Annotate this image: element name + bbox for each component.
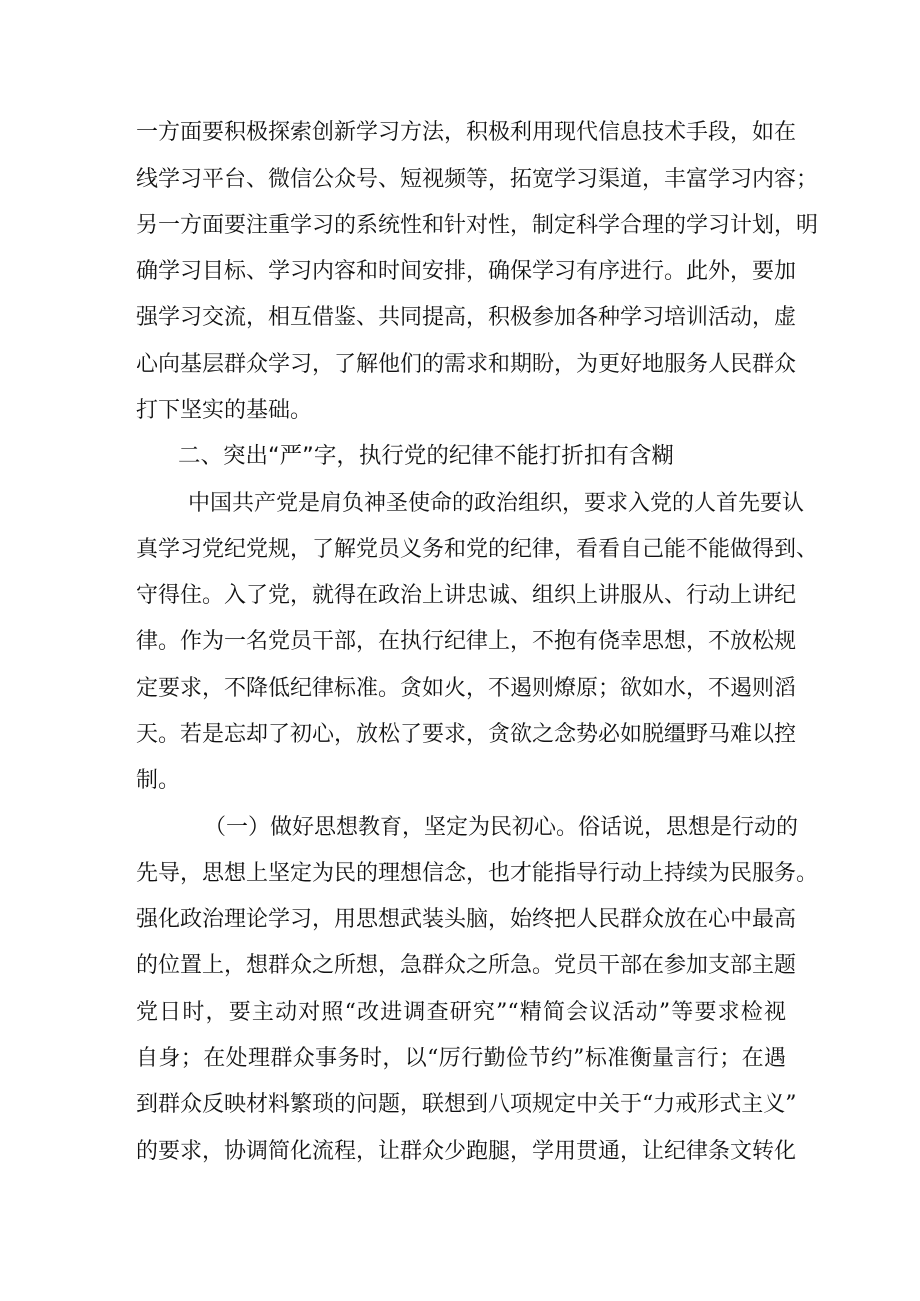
body-line: 另一方面要注重学习的系统性和针对性，制定科学合理的学习计划，明: [136, 213, 819, 238]
body-line: 强化政治理论学习，用思想武装头脑，始终把人民群众放在心中最高: [136, 907, 797, 932]
body-line: 一方面要积极探索创新学习方法，积极利用现代信息技术手段，如在: [136, 120, 797, 145]
body-line: 打下坚实的基础。: [136, 398, 313, 423]
body-line: 守得住。入了党，就得在政治上讲忠诚、组织上讲服从、行动上讲纪: [136, 583, 797, 608]
body-line: 真学习党纪党规，了解党员义务和党的纪律，看看自己能不能做得到、: [136, 537, 819, 562]
body-line: 的要求，协调简化流程，让群众少跑腿，学用贯通，让纪律条文转化: [136, 1139, 797, 1164]
body-line: 天。若是忘却了初心，放松了要求，贪欲之念势必如脱缰野马难以控: [136, 722, 797, 747]
body-line: 的位置上，想群众之所想，急群众之所急。党员干部在参加支部主题: [136, 953, 797, 978]
body-line: 心向基层群众学习，了解他们的需求和期盼，为更好地服务人民群众: [136, 352, 797, 377]
body-line: 线学习平台、微信公众号、短视频等，拓宽学习渠道，丰富学习内容；: [136, 167, 819, 192]
body-line: 到群众反映材料繁琐的问题，联想到八项规定中关于“力戒形式主义”: [136, 1092, 797, 1117]
body-line: 先导，思想上坚定为民的理想信念，也才能指导行动上持续为民服务。: [136, 861, 819, 886]
body-line: 强学习交流，相互借鉴、共同提高，积极参加各种学习培训活动，虚: [136, 305, 797, 330]
section-heading: 二、突出“严”字，执行党的纪律不能打折扣有含糊: [178, 443, 674, 469]
body-line: 中国共产党是肩负神圣使命的政治组织，要求入党的人首先要认: [188, 491, 805, 516]
body-line: 确学习目标、学习内容和时间安排，确保学习有序进行。此外，要加: [136, 259, 797, 284]
body-line: 党日时，要主动对照“改进调查研究”“精简会议活动”等要求检视: [136, 1000, 786, 1025]
body-line: 律。作为一名党员干部，在执行纪律上，不抱有侥幸思想，不放松规: [136, 629, 797, 654]
body-line: 定要求，不降低纪律标准。贪如火，不遏则燎原；欲如水，不遏则滔: [136, 676, 797, 701]
body-line: （一）做好思想教育，坚定为民初心。俗话说，思想是行动的: [204, 815, 799, 840]
body-line: 制。: [136, 768, 181, 793]
body-line: 自身；在处理群众事务时，以“厉行勤俭节约”标准衡量言行；在遇: [136, 1046, 786, 1071]
